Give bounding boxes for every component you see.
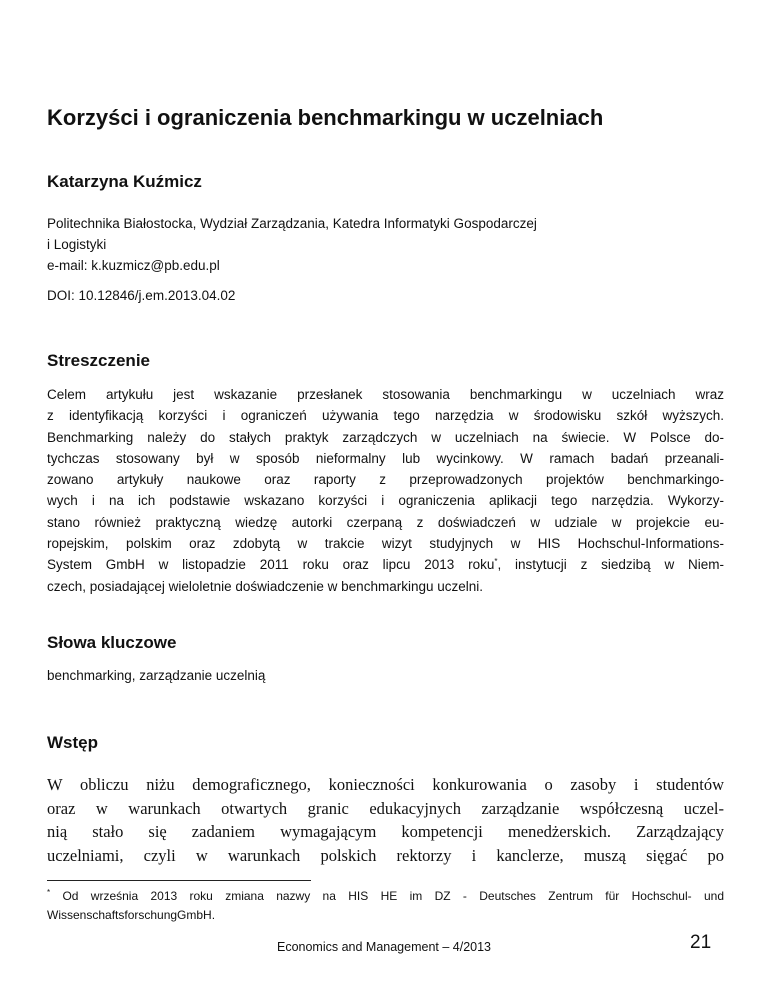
abstract-line: ropejskim, polskim oraz zdobytą w trakcie wizyt studyjnych w HIS Hochschul-Informations-: [47, 536, 724, 552]
affiliation-line-1: Politechnika Białostocka, Wydział Zarządzania, Katedra Informatyki Gospodarczej: [47, 216, 537, 231]
page-number: 21: [690, 932, 712, 953]
author-email: e-mail: k.kuzmicz@pb.edu.pl: [47, 258, 220, 273]
abstract-line: z identyfikacją korzyści i ograniczeń używania tego narzędzia w środowisku szkół wyższych.: [47, 408, 724, 424]
intro-body: [47, 773, 724, 867]
keywords-text: benchmarking, zarządzanie uczelnią: [47, 668, 266, 683]
footnote-reference-mark: *: [494, 557, 498, 567]
body-line: W obliczu niżu demograficznego, konieczności konkurowania o zasoby i studentów: [47, 775, 724, 794]
footnote-line: WissenschaftsforschungGmbH.: [47, 908, 216, 922]
abstract-line: Celem artykułu jest wskazanie przesłanek stosowania benchmarkingu w uczelniach wraz: [47, 387, 724, 402]
doi: DOI: 10.12846/j.em.2013.04.02: [47, 288, 236, 303]
footnote-line: [47, 887, 724, 906]
footnote-mark: *: [47, 888, 51, 897]
affiliation-line-2: i Logistyki: [47, 237, 107, 252]
abstract-line: stano również praktyczną wiedzę autorki czerpaną z doświadczeń w udziale w projekcie eu-: [47, 514, 724, 530]
author-name: Katarzyna Kuźmicz: [47, 172, 202, 191]
abstract-body: [47, 384, 724, 597]
intro-heading: Wstęp: [47, 733, 98, 752]
body-line: uczelniami, czyli w warunkach polskich rektorzy i kanclerze, muszą sięgać po: [47, 845, 724, 865]
author-affiliation: [47, 213, 737, 276]
abstract-line: tychczas stosowany był w sposób nieformalny lub wycinkowy. W ramach badań przeanali-: [47, 450, 724, 466]
abstract-line-text: , instytucji z siedzibą w Niem-: [497, 557, 724, 573]
body-line: oraz w warunkach otwartych granic edukacyjnych zarządzanie współczesną uczel-: [47, 798, 724, 818]
abstract-line: [47, 554, 724, 575]
keywords-heading: Słowa kluczowe: [47, 633, 177, 652]
abstract-heading: Streszczenie: [47, 351, 150, 370]
journal-footer: Economics and Management – 4/2013: [276, 940, 492, 954]
abstract-line: czech, posiadającej wieloletnie doświadczenie w benchmarkingu uczelni.: [47, 578, 483, 594]
footnote-text: Od września 2013 roku zmiana nazwy na HIS HE im DZ - Deutsches Zentrum für Hochschul- und: [50, 889, 724, 903]
abstract-line: zowano artykuły naukowe oraz raporty z przeprowadzonych projektów benchmarkingo-: [47, 472, 724, 488]
article-title: Korzyści i ograniczenia benchmarkingu w uczelniach: [47, 105, 604, 130]
abstract-line-text: System GmbH w listopadzie 2011 roku oraz lipcu 2013 roku: [47, 557, 495, 573]
footnote: [47, 887, 724, 925]
footnote-divider: [47, 880, 311, 881]
abstract-line: wych i na ich podstawie wskazano korzyści i ograniczenia aplikacji tego narzędzia. Wykorzy-: [47, 493, 724, 509]
body-line: nią stało się zadaniem wymagającym kompetencji menedżerskich. Zarządzający: [47, 822, 724, 841]
abstract-line: Benchmarking należy do stałych praktyk zarządczych w uczelniach na świecie. W Polsce do-: [47, 429, 724, 445]
